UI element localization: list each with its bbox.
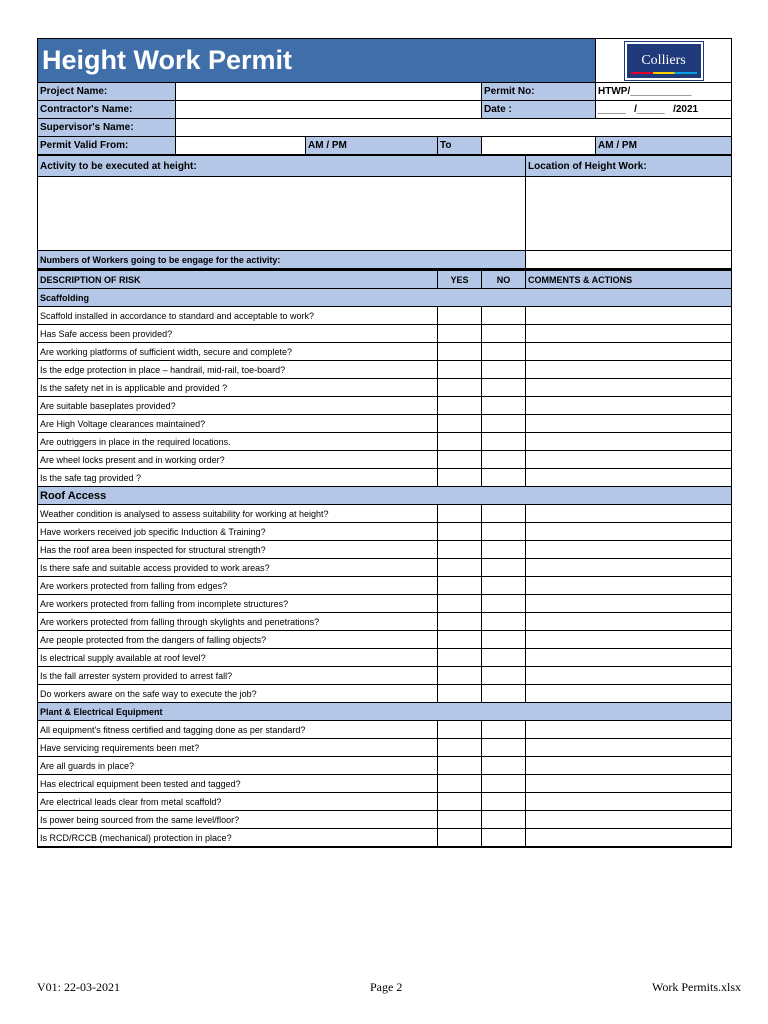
yes-cell[interactable]: [438, 829, 482, 848]
risk-question: Weather condition is analysed to assess suitability for working at height?: [38, 505, 438, 523]
no-cell[interactable]: [482, 469, 526, 487]
permit-header-table: [37, 38, 732, 155]
comments-cell[interactable]: [526, 469, 732, 487]
risk-question: All equipment's fitness certified and tagging done as per standard?: [38, 721, 438, 739]
table-row: [38, 469, 732, 487]
yes-cell[interactable]: [438, 343, 482, 361]
table-row: [38, 595, 732, 613]
yes-cell[interactable]: [438, 469, 482, 487]
location-field[interactable]: [526, 177, 732, 251]
table-row: [38, 307, 732, 325]
permit-no-label: Permit No:: [482, 83, 596, 101]
no-cell[interactable]: [482, 523, 526, 541]
risk-question: Are people protected from the dangers of falling objects?: [38, 631, 438, 649]
table-row: [38, 739, 732, 757]
no-cell[interactable]: [482, 811, 526, 829]
comments-cell[interactable]: [526, 559, 732, 577]
section-title: Scaffolding: [38, 289, 732, 307]
yes-cell[interactable]: [438, 361, 482, 379]
section-title: Plant & Electrical Equipment: [38, 703, 732, 721]
no-cell[interactable]: [482, 325, 526, 343]
table-row: [38, 721, 732, 739]
yes-cell[interactable]: [438, 667, 482, 685]
table-row: [38, 793, 732, 811]
to-label: To: [438, 137, 482, 155]
no-cell[interactable]: [482, 649, 526, 667]
risk-question: Is the edge protection in place – handrail, mid-rail, toe-board?: [38, 361, 438, 379]
table-row: [38, 451, 732, 469]
risk-question: Are workers protected from falling through skylights and penetrations?: [38, 613, 438, 631]
table-row: [38, 397, 732, 415]
comments-cell[interactable]: [526, 379, 732, 397]
yes-cell[interactable]: [438, 505, 482, 523]
comments-cell[interactable]: [526, 307, 732, 325]
permit-form: [37, 38, 731, 848]
no-cell[interactable]: [482, 685, 526, 703]
risk-question: Are all guards in place?: [38, 757, 438, 775]
no-cell[interactable]: [482, 793, 526, 811]
comments-cell[interactable]: [526, 793, 732, 811]
table-row: [38, 433, 732, 451]
no-cell[interactable]: [482, 739, 526, 757]
yes-cell[interactable]: [438, 379, 482, 397]
no-cell[interactable]: [482, 631, 526, 649]
comments-header: COMMENTS & ACTIONS: [526, 270, 732, 289]
footer-file: Work Permits.xlsx: [651, 980, 741, 994]
yes-cell[interactable]: [438, 415, 482, 433]
section-title: Roof Access: [38, 487, 732, 505]
table-row: [38, 505, 732, 523]
comments-cell[interactable]: [526, 541, 732, 559]
workers-count-field[interactable]: [526, 251, 732, 269]
risk-question: Have workers received job specific Induction & Training?: [38, 523, 438, 541]
risk-question: Have servicing requirements been met?: [38, 739, 438, 757]
risk-question: Is there safe and suitable access provided to work areas?: [38, 559, 438, 577]
no-cell[interactable]: [482, 559, 526, 577]
comments-cell[interactable]: [526, 505, 732, 523]
no-cell[interactable]: [482, 361, 526, 379]
table-row: [38, 415, 732, 433]
comments-cell[interactable]: [526, 577, 732, 595]
yes-cell[interactable]: [438, 757, 482, 775]
yes-cell[interactable]: [438, 685, 482, 703]
table-row: [38, 577, 732, 595]
risk-question: Is the fall arrester system provided to arrest fall?: [38, 667, 438, 685]
comments-cell[interactable]: [526, 667, 732, 685]
description-header: DESCRIPTION OF RISK: [38, 270, 438, 289]
yes-cell[interactable]: [438, 811, 482, 829]
risk-question: Are working platforms of sufficient width, secure and complete?: [38, 343, 438, 361]
no-cell[interactable]: [482, 451, 526, 469]
yes-cell[interactable]: [438, 397, 482, 415]
table-row: [38, 379, 732, 397]
yes-cell[interactable]: [438, 559, 482, 577]
table-row: [38, 343, 732, 361]
valid-to-field[interactable]: [482, 137, 596, 155]
yes-cell[interactable]: [438, 433, 482, 451]
comments-cell[interactable]: [526, 721, 732, 739]
no-cell[interactable]: [482, 397, 526, 415]
yes-cell[interactable]: [438, 613, 482, 631]
yes-cell[interactable]: [438, 541, 482, 559]
no-cell[interactable]: [482, 505, 526, 523]
no-cell[interactable]: [482, 721, 526, 739]
table-row: [38, 685, 732, 703]
no-cell[interactable]: [482, 343, 526, 361]
project-name-label: Project Name:: [38, 83, 176, 101]
no-cell[interactable]: [482, 595, 526, 613]
no-cell[interactable]: [482, 667, 526, 685]
no-cell[interactable]: [482, 775, 526, 793]
risk-question: Is the safety net in is applicable and provided ?: [38, 379, 438, 397]
footer-page: Page 2: [370, 980, 403, 994]
no-cell[interactable]: [482, 541, 526, 559]
risk-table: [37, 269, 732, 848]
no-cell[interactable]: [482, 307, 526, 325]
yes-header: YES: [438, 270, 482, 289]
table-row: [38, 613, 732, 631]
comments-cell[interactable]: [526, 433, 732, 451]
yes-cell[interactable]: [438, 307, 482, 325]
section-row: [38, 487, 732, 505]
yes-cell[interactable]: [438, 325, 482, 343]
date-field[interactable]: _____ /_____ /2021: [596, 101, 732, 119]
footer-version: V01: 22-03-2021: [37, 980, 120, 994]
yes-cell[interactable]: [438, 451, 482, 469]
project-name-field[interactable]: [176, 83, 482, 101]
yes-cell[interactable]: [438, 523, 482, 541]
permit-no-field[interactable]: HTWP/___________: [596, 83, 732, 101]
risk-question: Has the roof area been inspected for structural strength?: [38, 541, 438, 559]
risk-question: Are wheel locks present and in working order?: [38, 451, 438, 469]
risk-question: Are workers protected from falling from incomplete structures?: [38, 595, 438, 613]
valid-from-field[interactable]: [176, 137, 306, 155]
comments-cell[interactable]: [526, 523, 732, 541]
ampm-to-label: AM / PM: [596, 137, 732, 155]
yes-cell[interactable]: [438, 793, 482, 811]
no-header: NO: [482, 270, 526, 289]
yes-cell[interactable]: [438, 739, 482, 757]
table-row: [38, 775, 732, 793]
comments-cell[interactable]: [526, 811, 732, 829]
yes-cell[interactable]: [438, 649, 482, 667]
no-cell[interactable]: [482, 379, 526, 397]
table-row: [38, 811, 732, 829]
no-cell[interactable]: [482, 577, 526, 595]
section-row: [38, 703, 732, 721]
table-row: [38, 757, 732, 775]
yes-cell[interactable]: [438, 721, 482, 739]
comments-cell[interactable]: [526, 757, 732, 775]
colliers-logo: Colliers: [625, 42, 703, 80]
workers-count-label: Numbers of Workers going to be engage for the activity:: [38, 251, 526, 269]
risk-question: Are electrical leads clear from metal scaffold?: [38, 793, 438, 811]
comments-cell[interactable]: [526, 739, 732, 757]
risk-question: Is RCD/RCCB (mechanical) protection in place?: [38, 829, 438, 848]
ampm-from-label: AM / PM: [306, 137, 438, 155]
location-label: Location of Height Work:: [526, 156, 732, 177]
risk-question: Has Safe access been provided?: [38, 325, 438, 343]
no-cell[interactable]: [482, 415, 526, 433]
date-label: Date :: [482, 101, 596, 119]
table-row: [38, 829, 732, 848]
risk-question: Has electrical equipment been tested and tagged?: [38, 775, 438, 793]
no-cell[interactable]: [482, 433, 526, 451]
no-cell[interactable]: [482, 757, 526, 775]
table-row: [38, 325, 732, 343]
risk-question: Are High Voltage clearances maintained?: [38, 415, 438, 433]
comments-cell[interactable]: [526, 631, 732, 649]
comments-cell[interactable]: [526, 829, 732, 848]
table-row: [38, 649, 732, 667]
table-row: [38, 559, 732, 577]
risk-question: Do workers aware on the safe way to execute the job?: [38, 685, 438, 703]
supervisor-name-label: Supervisor's Name:: [38, 119, 176, 137]
table-row: [38, 631, 732, 649]
yes-cell[interactable]: [438, 595, 482, 613]
supervisor-name-field[interactable]: [176, 119, 732, 137]
yes-cell[interactable]: [438, 631, 482, 649]
no-cell[interactable]: [482, 613, 526, 631]
risk-question: Are suitable baseplates provided?: [38, 397, 438, 415]
table-row: [38, 541, 732, 559]
risk-question: Scaffold installed in accordance to standard and acceptable to work?: [38, 307, 438, 325]
table-row: [38, 523, 732, 541]
page-title: Height Work Permit: [38, 39, 596, 83]
valid-from-label: Permit Valid From:: [38, 137, 176, 155]
risk-question: Are outriggers in place in the required locations.: [38, 433, 438, 451]
comments-cell[interactable]: [526, 361, 732, 379]
yes-cell[interactable]: [438, 775, 482, 793]
comments-cell[interactable]: [526, 649, 732, 667]
table-row: [38, 667, 732, 685]
no-cell[interactable]: [482, 829, 526, 848]
comments-cell[interactable]: [526, 397, 732, 415]
contractor-name-field[interactable]: [176, 101, 482, 119]
comments-cell[interactable]: [526, 685, 732, 703]
risk-question: Is electrical supply available at roof level?: [38, 649, 438, 667]
activity-label: Activity to be executed at height:: [38, 156, 526, 177]
logo-cell: [596, 39, 732, 83]
comments-cell[interactable]: [526, 595, 732, 613]
comments-cell[interactable]: [526, 613, 732, 631]
risk-question: Is the safe tag provided ?: [38, 469, 438, 487]
section-row: [38, 289, 732, 307]
risk-question: Is power being sourced from the same level/floor?: [38, 811, 438, 829]
comments-cell[interactable]: [526, 325, 732, 343]
risk-question: Are workers protected from falling from edges?: [38, 577, 438, 595]
comments-cell[interactable]: [526, 451, 732, 469]
activity-table: [37, 155, 732, 269]
activity-field[interactable]: [38, 177, 526, 251]
table-row: [38, 361, 732, 379]
contractor-name-label: Contractor's Name:: [38, 101, 176, 119]
comments-cell[interactable]: [526, 343, 732, 361]
comments-cell[interactable]: [526, 775, 732, 793]
comments-cell[interactable]: [526, 415, 732, 433]
yes-cell[interactable]: [438, 577, 482, 595]
